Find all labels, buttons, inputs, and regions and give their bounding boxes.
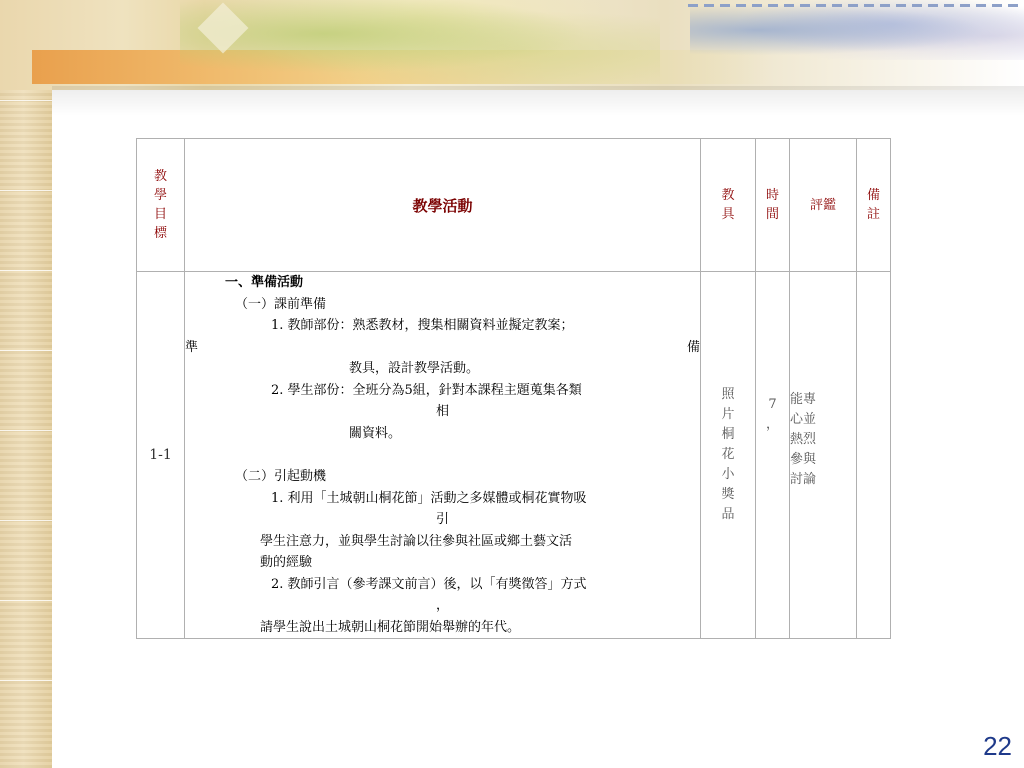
- header-time: 時 間: [756, 139, 790, 272]
- activity-text: 2. 教師引言（參考課文前言）後，以「有獎徵答」方式: [271, 576, 587, 592]
- materials-cell: 照 片 桐 花 小 獎 品: [701, 272, 756, 639]
- subsection-title: （一）課前準備: [235, 296, 327, 312]
- subsection-title: （二）引起動機: [235, 469, 327, 484]
- activity-text: 相: [435, 404, 449, 419]
- activity-text: 動的經驗: [260, 555, 313, 570]
- header-activity: 教學活動: [185, 139, 701, 272]
- left-decorative-strip: [0, 0, 52, 768]
- activity-text: ，: [435, 598, 449, 613]
- top-decorative-banner: [0, 0, 1024, 90]
- activity-text: 教具，設計教學活動。: [349, 361, 480, 376]
- table-header-row: [137, 139, 891, 272]
- header-materials: 教 具: [701, 139, 756, 272]
- header-objective: 教 學 目 標: [137, 139, 185, 272]
- activity-text: 2. 學生部份：全班分為5組，針對本課程主題蒐集各類: [271, 382, 582, 398]
- activity-text: 1. 利用「土城朝山桐花節」活動之多媒體或桐花實物吸: [271, 490, 587, 506]
- header-evaluation: 評鑑: [790, 139, 857, 272]
- activity-text: 關資料。: [349, 425, 402, 441]
- activity-text: 學生注意力，並與學生討論以往參與社區或鄉土藝文活: [260, 533, 573, 549]
- activity-text: 請學生說出土城朝山桐花節開始舉辦的年代。: [260, 619, 521, 635]
- activity-text: 準 備: [185, 339, 700, 355]
- slide-number: 22: [983, 731, 1012, 761]
- header-remarks: 備 註: [857, 139, 891, 272]
- evaluation-cell: 能專 心並 熱烈 參與 討論: [790, 272, 857, 639]
- activity-text: 1. 教師部份：熟悉教材，搜集相關資料並擬定教案；: [271, 318, 574, 333]
- page-shadow: [52, 86, 1024, 116]
- section-title: 一、準備活動: [225, 275, 304, 290]
- time-cell: 7 ，: [756, 272, 790, 639]
- objective-cell: 1-1: [137, 272, 185, 639]
- lesson-plan-table: [136, 138, 891, 639]
- activity-cell: [185, 272, 701, 639]
- activity-text: 引: [435, 512, 449, 527]
- table-row: [137, 272, 891, 639]
- remarks-cell: [857, 272, 891, 639]
